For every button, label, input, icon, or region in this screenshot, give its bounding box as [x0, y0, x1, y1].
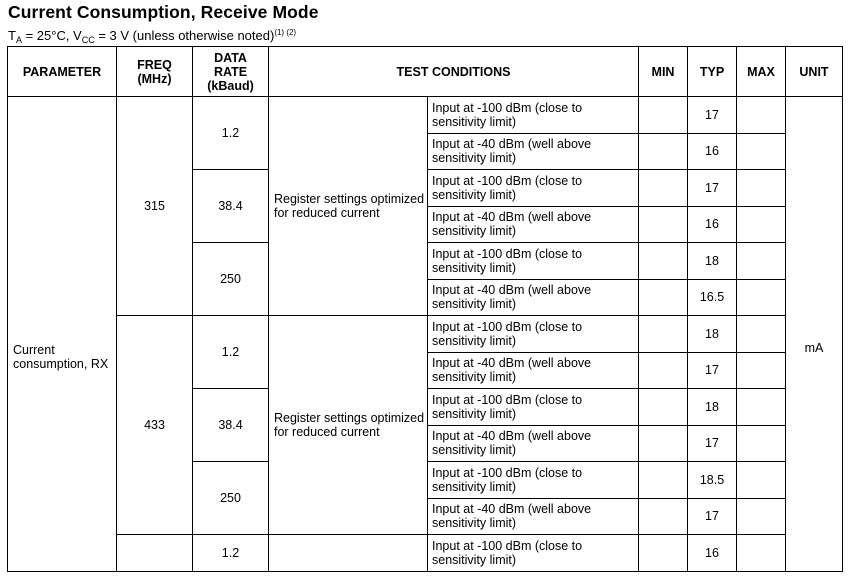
page-title: Current Consumption, Receive Mode: [8, 2, 319, 22]
freq-cell: 315: [117, 97, 193, 316]
register-settings-cell: Register settings optimized for reduced current: [269, 97, 428, 316]
input-condition-cell: Input at -100 dBm (close to sensitivity limit): [428, 535, 639, 572]
table-body: [8, 97, 843, 572]
header-rate-unit: (kBaud): [207, 78, 254, 93]
header-unit: UNIT: [786, 47, 843, 97]
header-freq-unit: (MHz): [137, 71, 172, 86]
ta-symbol: T: [8, 28, 16, 43]
typ-cell: 18: [688, 389, 737, 426]
max-cell: [737, 133, 786, 170]
min-cell: [639, 97, 688, 134]
input-condition-cell: Input at -100 dBm (close to sensitivity limit): [428, 389, 639, 426]
header-parameter: PARAMETER: [8, 47, 117, 97]
freq-cell: 433: [117, 316, 193, 535]
vcc-subscript: CC: [81, 35, 95, 45]
min-cell: [639, 352, 688, 389]
input-condition-cell: Input at -100 dBm (close to sensitivity limit): [428, 243, 639, 280]
data-rate-cell: 250: [193, 462, 269, 535]
min-cell: [639, 206, 688, 243]
typ-cell: 17: [688, 498, 737, 535]
ta-subscript: A: [15, 35, 22, 45]
min-cell: [639, 498, 688, 535]
header-freq-label: FREQ: [137, 57, 172, 72]
max-cell: [737, 170, 786, 207]
typ-cell: 17: [688, 170, 737, 207]
typ-cell: 16: [688, 206, 737, 243]
header-rate-line2: RATE: [213, 64, 248, 79]
typ-cell: 16.5: [688, 279, 737, 316]
input-condition-cell: Input at -40 dBm (well above sensitivity limit): [428, 498, 639, 535]
max-cell: [737, 352, 786, 389]
max-cell: [737, 206, 786, 243]
input-condition-cell: Input at -40 dBm (well above sensitivity limit): [428, 133, 639, 170]
input-condition-cell: Input at -100 dBm (close to sensitivity limit): [428, 97, 639, 134]
freq-cell: [117, 535, 193, 572]
table-row: [8, 97, 843, 134]
min-cell: [639, 133, 688, 170]
min-cell: [639, 316, 688, 353]
header-min: MIN: [639, 47, 688, 97]
input-condition-cell: Input at -100 dBm (close to sensitivity limit): [428, 316, 639, 353]
table-row: [8, 316, 843, 353]
input-condition-cell: Input at -40 dBm (well above sensitivity limit): [428, 279, 639, 316]
header-typ: TYP: [688, 47, 737, 97]
register-settings-cell: [269, 535, 428, 572]
header-rate-line1: DATA: [214, 50, 247, 65]
max-cell: [737, 498, 786, 535]
input-condition-cell: Input at -40 dBm (well above sensitivity limit): [428, 206, 639, 243]
min-cell: [639, 279, 688, 316]
typ-cell: 18: [688, 316, 737, 353]
typ-cell: 17: [688, 97, 737, 134]
max-cell: [737, 316, 786, 353]
typ-cell: 16: [688, 535, 737, 572]
data-rate-cell: 1.2: [193, 535, 269, 572]
header-max: MAX: [737, 47, 786, 97]
max-cell: [737, 535, 786, 572]
typ-cell: 17: [688, 425, 737, 462]
register-settings-cell: Register settings optimized for reduced current: [269, 316, 428, 535]
min-cell: [639, 243, 688, 280]
min-cell: [639, 535, 688, 572]
max-cell: [737, 243, 786, 280]
min-cell: [639, 462, 688, 499]
input-condition-cell: Input at -100 dBm (close to sensitivity limit): [428, 462, 639, 499]
typ-cell: 18.5: [688, 462, 737, 499]
typ-cell: 18: [688, 243, 737, 280]
input-condition-cell: Input at -40 dBm (well above sensitivity limit): [428, 425, 639, 462]
typ-cell: 17: [688, 352, 737, 389]
ta-value: = 25°C, V: [21, 28, 82, 43]
input-condition-cell: Input at -100 dBm (close to sensitivity limit): [428, 170, 639, 207]
data-rate-cell: 38.4: [193, 389, 269, 462]
max-cell: [737, 389, 786, 426]
min-cell: [639, 170, 688, 207]
max-cell: [737, 279, 786, 316]
data-rate-cell: 1.2: [193, 97, 269, 170]
unit-cell: mA: [786, 97, 843, 572]
footnote-refs: (1) (2): [274, 28, 297, 37]
max-cell: [737, 425, 786, 462]
min-cell: [639, 425, 688, 462]
max-cell: [737, 462, 786, 499]
header-test-conditions: TEST CONDITIONS: [269, 47, 639, 97]
data-rate-cell: 250: [193, 243, 269, 316]
rx-current-table: [7, 46, 843, 572]
data-rate-cell: 38.4: [193, 170, 269, 243]
parameter-cell: Current consumption, RX: [8, 97, 117, 572]
typ-cell: 16: [688, 133, 737, 170]
min-cell: [639, 389, 688, 426]
data-rate-cell: 1.2: [193, 316, 269, 389]
test-conditions-note: [8, 28, 296, 45]
input-condition-cell: Input at -40 dBm (well above sensitivity limit): [428, 352, 639, 389]
max-cell: [737, 97, 786, 134]
header-freq: [117, 47, 193, 97]
header-row: [8, 47, 843, 97]
vcc-value: = 3 V (unless otherwise noted): [94, 28, 275, 43]
header-data-rate: [193, 47, 269, 97]
table-row: [8, 535, 843, 572]
